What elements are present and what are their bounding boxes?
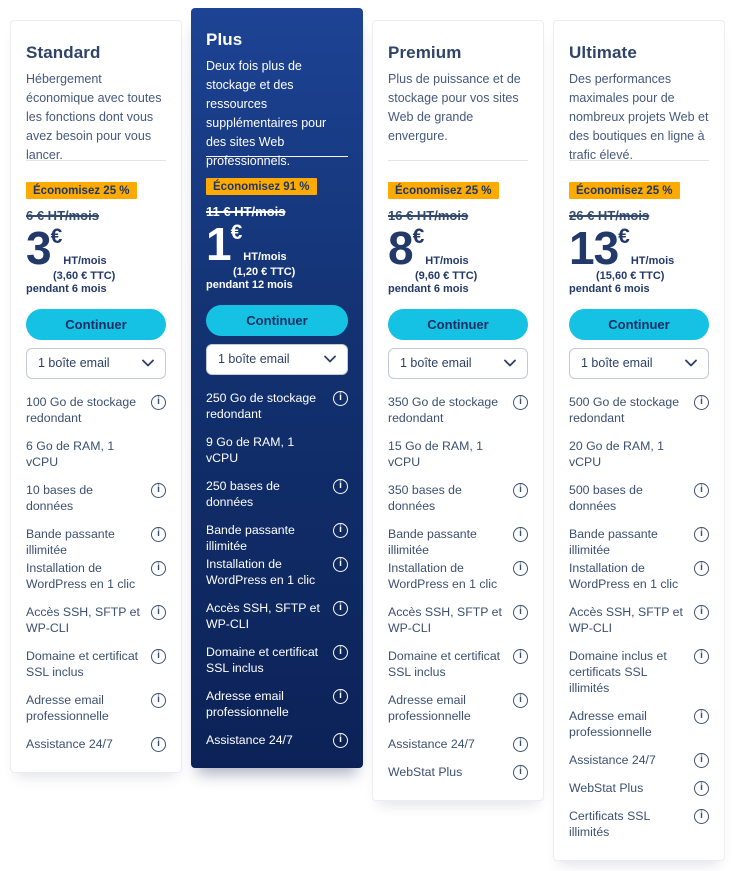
info-icon[interactable] bbox=[151, 395, 166, 410]
discount-badge: Économisez 25 % bbox=[26, 182, 137, 199]
info-icon[interactable] bbox=[513, 605, 528, 620]
price-ttc: (3,60 € TTC) bbox=[53, 269, 116, 282]
feature-row bbox=[206, 478, 348, 510]
mailbox-dropdown[interactable] bbox=[569, 348, 709, 379]
info-icon[interactable] bbox=[333, 733, 348, 748]
price-ttc: (9,60 € TTC) bbox=[415, 269, 478, 282]
info-icon[interactable] bbox=[151, 483, 166, 498]
info-icon[interactable] bbox=[151, 737, 166, 752]
price-line bbox=[26, 222, 166, 274]
feature-list bbox=[569, 394, 709, 840]
divider bbox=[26, 160, 166, 161]
feature-label: Installation de WordPress en 1 clic bbox=[388, 560, 498, 591]
feature-label: Domaine inclus et certificats SSL illimités bbox=[569, 648, 667, 695]
plan-card-ultimate bbox=[553, 20, 725, 861]
price-line bbox=[206, 218, 348, 270]
feature-label: Installation de WordPress en 1 clic bbox=[26, 560, 136, 591]
feature-label: Adresse email professionnelle bbox=[26, 692, 109, 723]
feature-row bbox=[206, 732, 348, 748]
info-icon[interactable] bbox=[513, 527, 528, 542]
feature-row bbox=[388, 692, 528, 724]
plan-card-premium bbox=[372, 20, 544, 801]
info-icon[interactable] bbox=[513, 483, 528, 498]
mailbox-dropdown-label: 1 boîte email bbox=[581, 356, 653, 371]
divider bbox=[388, 160, 528, 161]
price-currency: € bbox=[230, 221, 243, 244]
info-icon[interactable] bbox=[513, 395, 528, 410]
info-icon[interactable] bbox=[694, 649, 709, 664]
info-icon[interactable] bbox=[151, 561, 166, 576]
old-price: 6 € HT/mois bbox=[26, 208, 99, 223]
continue-button[interactable]: Continuer bbox=[388, 309, 528, 340]
feature-label: Bande passante illimitée bbox=[26, 526, 115, 557]
feature-label: 6 Go de RAM, 1 vCPU bbox=[26, 438, 115, 469]
info-icon[interactable] bbox=[151, 527, 166, 542]
plan-card-head bbox=[388, 43, 528, 160]
feature-label: Accès SSH, SFTP et WP-CLI bbox=[569, 604, 683, 635]
continue-button[interactable]: Continuer bbox=[569, 309, 709, 340]
feature-label: Adresse email professionnelle bbox=[388, 692, 471, 723]
mailbox-dropdown-label: 1 boîte email bbox=[400, 356, 472, 371]
info-icon[interactable] bbox=[333, 645, 348, 660]
feature-label: 250 Go de stockage redondant bbox=[206, 390, 317, 421]
feature-label: Domaine et certificat SSL inclus bbox=[26, 648, 139, 679]
plan-card-head bbox=[206, 30, 348, 168]
feature-row bbox=[26, 560, 166, 592]
price-amount: 3 bbox=[26, 222, 51, 274]
mailbox-dropdown[interactable] bbox=[206, 344, 348, 375]
info-icon[interactable] bbox=[333, 557, 348, 572]
chevron-down-icon bbox=[324, 355, 336, 363]
feature-label: WebStat Plus bbox=[569, 780, 644, 795]
feature-label: WebStat Plus bbox=[388, 764, 463, 779]
feature-label: Installation de WordPress en 1 clic bbox=[206, 556, 316, 587]
price-line bbox=[388, 222, 528, 274]
info-icon[interactable] bbox=[694, 709, 709, 724]
info-icon[interactable] bbox=[513, 561, 528, 576]
feature-row bbox=[206, 434, 348, 466]
feature-row bbox=[206, 556, 348, 588]
info-icon[interactable] bbox=[694, 809, 709, 824]
info-icon[interactable] bbox=[151, 605, 166, 620]
feature-row bbox=[388, 648, 528, 680]
feature-row bbox=[569, 482, 709, 514]
feature-row bbox=[569, 752, 709, 768]
feature-row bbox=[569, 526, 709, 558]
feature-label: Bande passante illimitée bbox=[388, 526, 477, 557]
plan-description: Plus de puissance et de stockage pour vos sites Web de grande envergure. bbox=[388, 72, 521, 143]
info-icon[interactable] bbox=[151, 693, 166, 708]
divider bbox=[569, 160, 709, 161]
mailbox-dropdown-label: 1 boîte email bbox=[218, 352, 290, 367]
feature-row bbox=[26, 736, 166, 752]
feature-row bbox=[388, 604, 528, 636]
chevron-down-icon bbox=[504, 359, 516, 367]
feature-row bbox=[569, 808, 709, 840]
info-icon[interactable] bbox=[694, 561, 709, 576]
feature-row bbox=[388, 438, 528, 470]
price-period: HT/mois bbox=[630, 254, 675, 267]
feature-row bbox=[569, 394, 709, 426]
feature-label: 350 Go de stockage redondant bbox=[388, 394, 499, 425]
price-amount: 1 bbox=[206, 218, 231, 270]
discount-badge: Économisez 91 % bbox=[206, 178, 317, 195]
feature-label: Adresse email professionnelle bbox=[569, 708, 652, 739]
feature-label: 500 bases de données bbox=[569, 482, 643, 513]
feature-row bbox=[26, 692, 166, 724]
plan-card-head bbox=[26, 43, 166, 160]
price-currency: € bbox=[618, 225, 630, 248]
feature-label: Bande passante illimitée bbox=[206, 522, 295, 553]
feature-row bbox=[26, 648, 166, 680]
plan-title: Plus bbox=[206, 30, 243, 49]
old-price: 26 € HT/mois bbox=[569, 208, 650, 223]
info-icon[interactable] bbox=[694, 605, 709, 620]
feature-row bbox=[206, 688, 348, 720]
discount-badge: Économisez 25 % bbox=[569, 182, 680, 199]
feature-row bbox=[569, 708, 709, 740]
feature-label: Accès SSH, SFTP et WP-CLI bbox=[206, 600, 320, 631]
continue-button[interactable]: Continuer bbox=[26, 309, 166, 340]
info-icon[interactable] bbox=[513, 649, 528, 664]
feature-row bbox=[26, 438, 166, 470]
info-icon[interactable] bbox=[333, 391, 348, 406]
plan-description: Hébergement économique avec toutes les fonctions dont vous avez besoin pour vous lancer. bbox=[26, 72, 162, 162]
plan-title: Premium bbox=[388, 43, 462, 62]
mailbox-dropdown-label: 1 boîte email bbox=[38, 356, 110, 371]
continue-button[interactable]: Continuer bbox=[206, 305, 348, 336]
feature-label: Installation de WordPress en 1 clic bbox=[569, 560, 679, 591]
feature-row bbox=[388, 560, 528, 592]
info-icon[interactable] bbox=[694, 753, 709, 768]
info-icon[interactable] bbox=[694, 395, 709, 410]
plan-card-standard bbox=[10, 20, 182, 773]
feature-row bbox=[388, 736, 528, 752]
feature-label: 500 Go de stockage redondant bbox=[569, 394, 680, 425]
feature-label: Domaine et certificat SSL inclus bbox=[206, 644, 319, 675]
feature-row bbox=[206, 390, 348, 422]
info-icon[interactable] bbox=[333, 479, 348, 494]
feature-label: Accès SSH, SFTP et WP-CLI bbox=[26, 604, 140, 635]
feature-row bbox=[26, 526, 166, 558]
price-currency: € bbox=[50, 225, 63, 248]
feature-label: 10 bases de données bbox=[26, 482, 94, 513]
info-icon[interactable] bbox=[694, 483, 709, 498]
feature-list bbox=[388, 394, 528, 780]
feature-label: 20 Go de RAM, 1 vCPU bbox=[569, 438, 665, 469]
info-icon[interactable] bbox=[333, 601, 348, 616]
feature-label: 15 Go de RAM, 1 vCPU bbox=[388, 438, 484, 469]
feature-label: 100 Go de stockage redondant bbox=[26, 394, 137, 425]
info-icon[interactable] bbox=[694, 781, 709, 796]
feature-label: Adresse email professionnelle bbox=[206, 688, 289, 719]
old-price: 11 € HT/mois bbox=[206, 204, 286, 219]
feature-row bbox=[388, 764, 528, 780]
feature-row bbox=[569, 780, 709, 796]
feature-label: 350 bases de données bbox=[388, 482, 462, 513]
price-currency: € bbox=[412, 225, 425, 248]
feature-row bbox=[569, 438, 709, 470]
divider bbox=[206, 156, 348, 157]
feature-list bbox=[26, 394, 166, 752]
feature-row bbox=[206, 600, 348, 632]
feature-row bbox=[388, 482, 528, 514]
old-price: 16 € HT/mois bbox=[388, 208, 469, 223]
feature-label: Assistance 24/7 bbox=[388, 736, 475, 751]
plan-card-plus bbox=[191, 8, 363, 768]
info-icon[interactable] bbox=[151, 649, 166, 664]
info-icon[interactable] bbox=[513, 765, 528, 780]
price-duration: pendant 6 mois bbox=[388, 282, 469, 295]
price-period: HT/mois bbox=[243, 250, 287, 263]
feature-label: Assistance 24/7 bbox=[206, 732, 293, 747]
feature-row bbox=[206, 522, 348, 554]
plan-description: Des performances maximales pour de nombreux projets Web et des boutiques en ligne à trafic élevé. bbox=[569, 72, 709, 162]
price-period: HT/mois bbox=[425, 254, 469, 267]
feature-label: Accès SSH, SFTP et WP-CLI bbox=[388, 604, 502, 635]
feature-row bbox=[569, 648, 709, 696]
feature-row bbox=[388, 394, 528, 426]
price-duration: pendant 6 mois bbox=[26, 282, 107, 295]
price-duration: pendant 6 mois bbox=[569, 282, 650, 295]
feature-row bbox=[26, 482, 166, 514]
price-ttc: (15,60 € TTC) bbox=[596, 269, 665, 282]
feature-list bbox=[206, 390, 348, 748]
mailbox-dropdown[interactable] bbox=[388, 348, 528, 379]
feature-row bbox=[388, 526, 528, 558]
feature-label: 250 bases de données bbox=[206, 478, 280, 509]
feature-row bbox=[206, 644, 348, 676]
info-icon[interactable] bbox=[513, 737, 528, 752]
feature-label: 9 Go de RAM, 1 vCPU bbox=[206, 434, 295, 465]
price-amount: 13 bbox=[569, 222, 619, 274]
feature-row bbox=[569, 604, 709, 636]
mailbox-dropdown[interactable] bbox=[26, 348, 166, 379]
feature-row bbox=[26, 394, 166, 426]
plan-title: Ultimate bbox=[569, 43, 637, 62]
price-amount: 8 bbox=[388, 222, 413, 274]
plan-description: Deux fois plus de stockage et des ressources supplémentaires pour des sites Web professionnels. bbox=[206, 59, 327, 168]
info-icon[interactable] bbox=[333, 689, 348, 704]
plan-title: Standard bbox=[26, 43, 101, 62]
feature-label: Bande passante illimitée bbox=[569, 526, 658, 557]
feature-row bbox=[569, 560, 709, 592]
info-icon[interactable] bbox=[513, 693, 528, 708]
feature-label: Assistance 24/7 bbox=[26, 736, 113, 751]
feature-row bbox=[26, 604, 166, 636]
price-ttc: (1,20 € TTC) bbox=[233, 265, 296, 278]
chevron-down-icon bbox=[142, 359, 154, 367]
price-period: HT/mois bbox=[63, 254, 107, 267]
price-line bbox=[569, 222, 709, 274]
info-icon[interactable] bbox=[333, 523, 348, 538]
info-icon[interactable] bbox=[694, 527, 709, 542]
feature-label: Assistance 24/7 bbox=[569, 752, 656, 767]
plan-card-head bbox=[569, 43, 709, 160]
chevron-down-icon bbox=[685, 359, 697, 367]
discount-badge: Économisez 25 % bbox=[388, 182, 499, 199]
feature-label: Domaine et certificat SSL inclus bbox=[388, 648, 501, 679]
price-duration: pendant 12 mois bbox=[206, 278, 293, 291]
feature-label: Certificats SSL illimités bbox=[569, 808, 650, 839]
